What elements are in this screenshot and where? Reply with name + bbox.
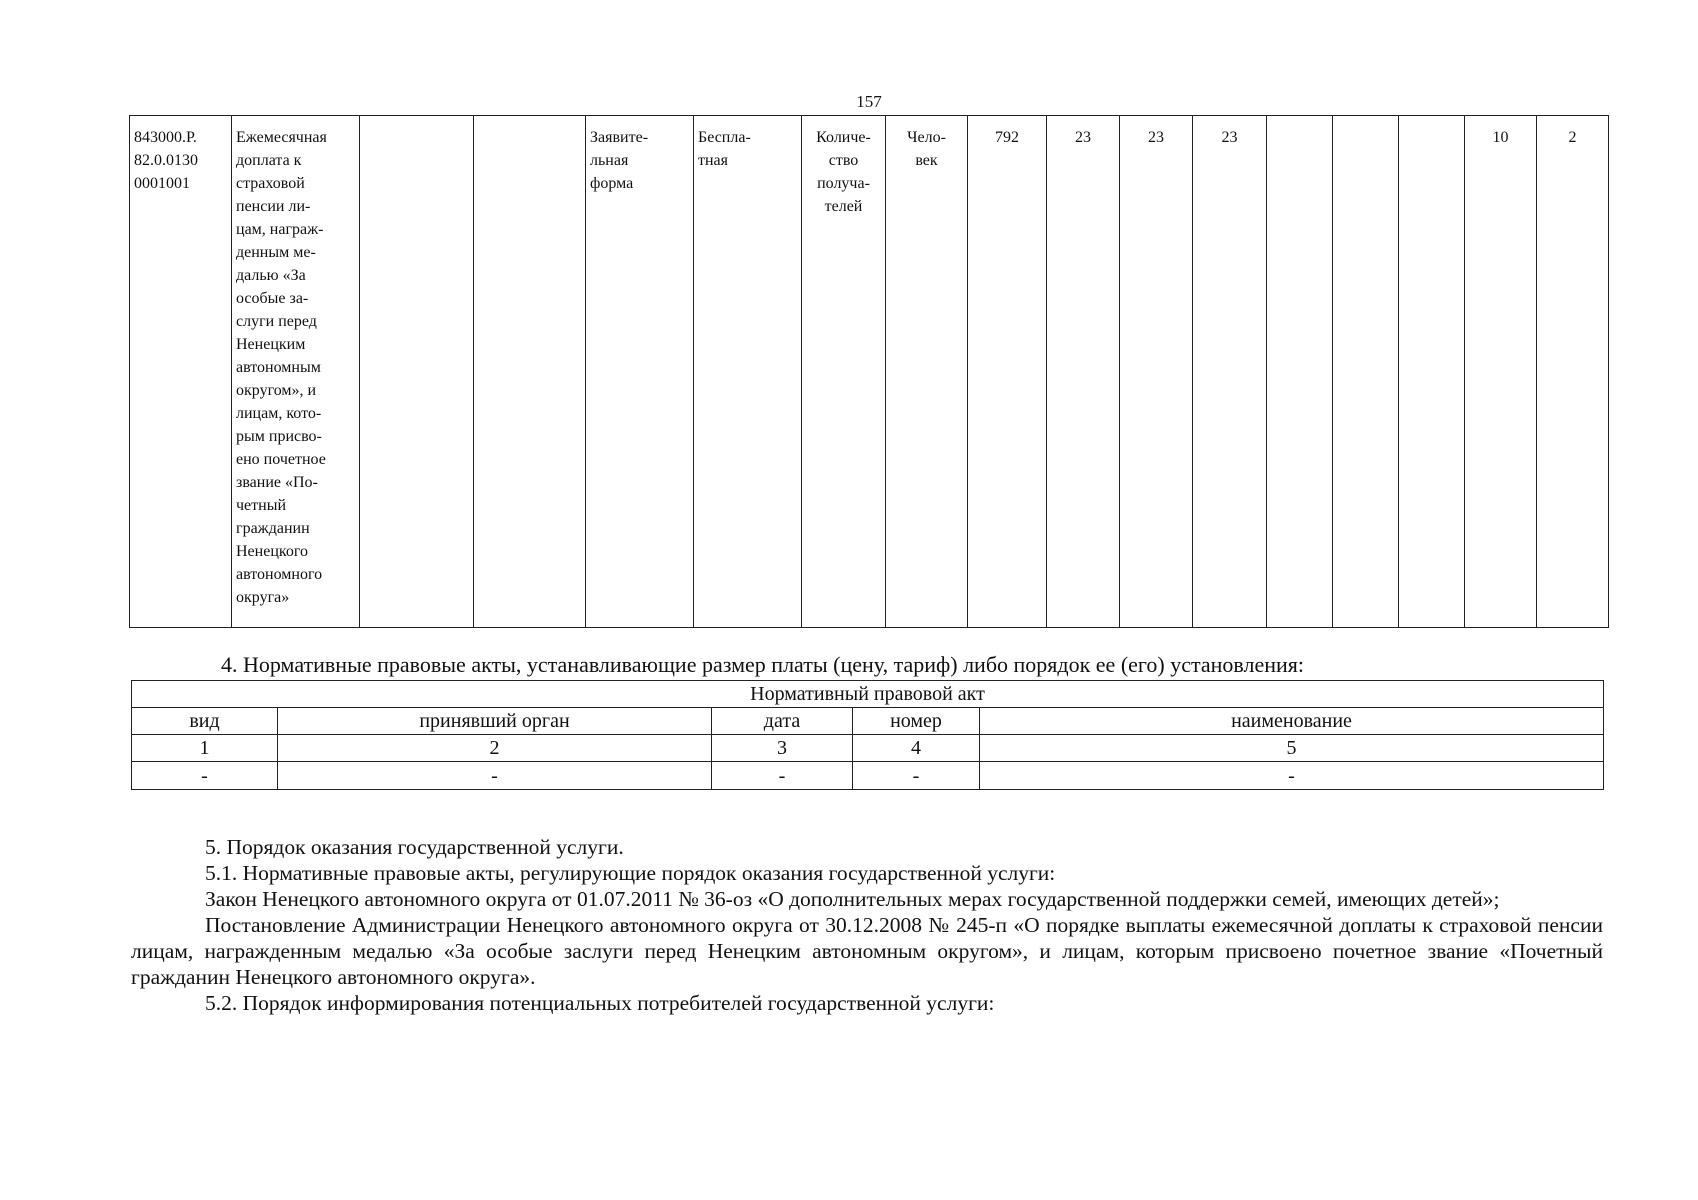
cell-line: тная: [698, 152, 729, 169]
cell-line: ено почетное: [236, 451, 326, 468]
table-cell: -: [712, 762, 853, 790]
table-header-row: [132, 708, 1604, 735]
column-number: 3: [712, 735, 853, 762]
law-paragraph: Закон Ненецкого автономного округа от 01.07.2011 № 36-оз «О дополнительных мерах государственной поддержки семей, имеющих детей»;: [205, 887, 1500, 911]
cell-line: гражданин: [236, 520, 310, 537]
cell-line: денным ме-: [236, 244, 316, 261]
cell-line: лицам, кото-: [236, 405, 322, 422]
cell-line: Ненецким: [236, 336, 306, 353]
value-cell: [1267, 116, 1333, 628]
indicator-cell: [802, 116, 886, 628]
cell-line: 0001001: [134, 175, 190, 192]
column-number-row: [132, 735, 1604, 762]
cell-line: далью «За: [236, 267, 306, 284]
value-cell: 10: [1465, 116, 1537, 628]
legal-acts-table: [131, 680, 1604, 790]
cell-line: Заявите-: [590, 129, 649, 146]
cell-line: доплата к: [236, 152, 302, 169]
payment-cell: [694, 116, 802, 628]
cell-line: автономного: [236, 566, 323, 583]
cell-line: рым присво-: [236, 428, 322, 445]
unit-cell: [886, 116, 968, 628]
cell-line: Ненецкого: [236, 543, 309, 560]
cell-line: пенсии ли-: [236, 198, 311, 215]
table-title-row: [132, 681, 1604, 708]
section-4-heading: 4. Нормативные правовые акты, устанавливающие размер платы (цену, тариф) либо порядок ее (его) установления:: [221, 652, 1305, 677]
cell-line: телей: [824, 198, 863, 215]
table-cell: -: [853, 762, 980, 790]
value-cell: [1399, 116, 1465, 628]
cell-line: автономным: [236, 359, 321, 376]
column-number: 2: [278, 735, 712, 762]
value-cell: 2: [1537, 116, 1609, 628]
column-header: наименование: [980, 708, 1604, 735]
cell-line: Беспла-: [698, 129, 751, 146]
table-cell: -: [980, 762, 1604, 790]
cell-line: страховой: [236, 175, 305, 192]
section-5-1-heading: 5.1. Нормативные правовые акты, регулирующие порядок оказания государственной услуги:: [205, 861, 1056, 885]
page-number: 157: [856, 92, 882, 111]
cell-line: 843000.Р.: [134, 129, 197, 146]
cell-line: льная: [590, 152, 629, 169]
empty-cell: [360, 116, 474, 628]
cell-line: четный: [236, 497, 287, 514]
column-number: 1: [132, 735, 278, 762]
cell-line: получа-: [817, 175, 870, 192]
value-cell: 23: [1047, 116, 1120, 628]
column-header: вид: [132, 708, 278, 735]
table-title: Нормативный правовой акт: [132, 681, 1604, 708]
service-row: [130, 116, 1609, 628]
column-header: дата: [712, 708, 853, 735]
cell-line: Чело-: [907, 129, 946, 146]
cell-line: ство: [828, 152, 859, 169]
empty-cell: [474, 116, 586, 628]
cell-line: 82.0.0130: [134, 152, 198, 169]
value-cell: [1333, 116, 1399, 628]
resolution-paragraph: Постановление Администрации Ненецкого автономного округа от 30.12.2008 № 245-п «О порядке выплаты ежемесячной доплаты к страховой пенсии лицам, награжденным медалью «За особые заслуги перед Ненецким автономным округом», и лицам, которым присвоено почетное звание «Почетный гражданин Ненецкого автономного округа».: [131, 913, 1603, 989]
column-number: 5: [980, 735, 1604, 762]
section-5-heading: 5. Порядок оказания государственной услуги.: [205, 835, 624, 859]
service-name-cell: [232, 116, 360, 628]
cell-line: звание «По-: [236, 474, 318, 491]
cell-line: Количе-: [816, 129, 871, 146]
value-cell: 23: [1120, 116, 1193, 628]
service-code-cell: [130, 116, 232, 628]
column-header: номер: [853, 708, 980, 735]
column-header: принявший орган: [278, 708, 712, 735]
section-5: [131, 834, 1603, 1016]
cell-line: слуги перед: [236, 313, 317, 330]
unit-code-cell: 792: [968, 116, 1047, 628]
cell-line: округа»: [236, 589, 290, 606]
cell-line: цам, награж-: [236, 221, 324, 238]
section-5-2-heading: 5.2. Порядок информирования потенциальных потребителей государственной услуги:: [205, 991, 995, 1015]
table-cell: -: [132, 762, 278, 790]
column-number: 4: [853, 735, 980, 762]
table-cell: -: [278, 762, 712, 790]
value-cell: 23: [1193, 116, 1267, 628]
cell-line: особые за-: [236, 290, 309, 307]
cell-line: Ежемесячная: [236, 129, 327, 146]
cell-line: округом», и: [236, 382, 317, 399]
cell-line: век: [915, 152, 938, 169]
cell-line: форма: [590, 175, 634, 192]
service-table: [129, 115, 1609, 628]
table-row: [132, 762, 1604, 790]
form-cell: [586, 116, 694, 628]
